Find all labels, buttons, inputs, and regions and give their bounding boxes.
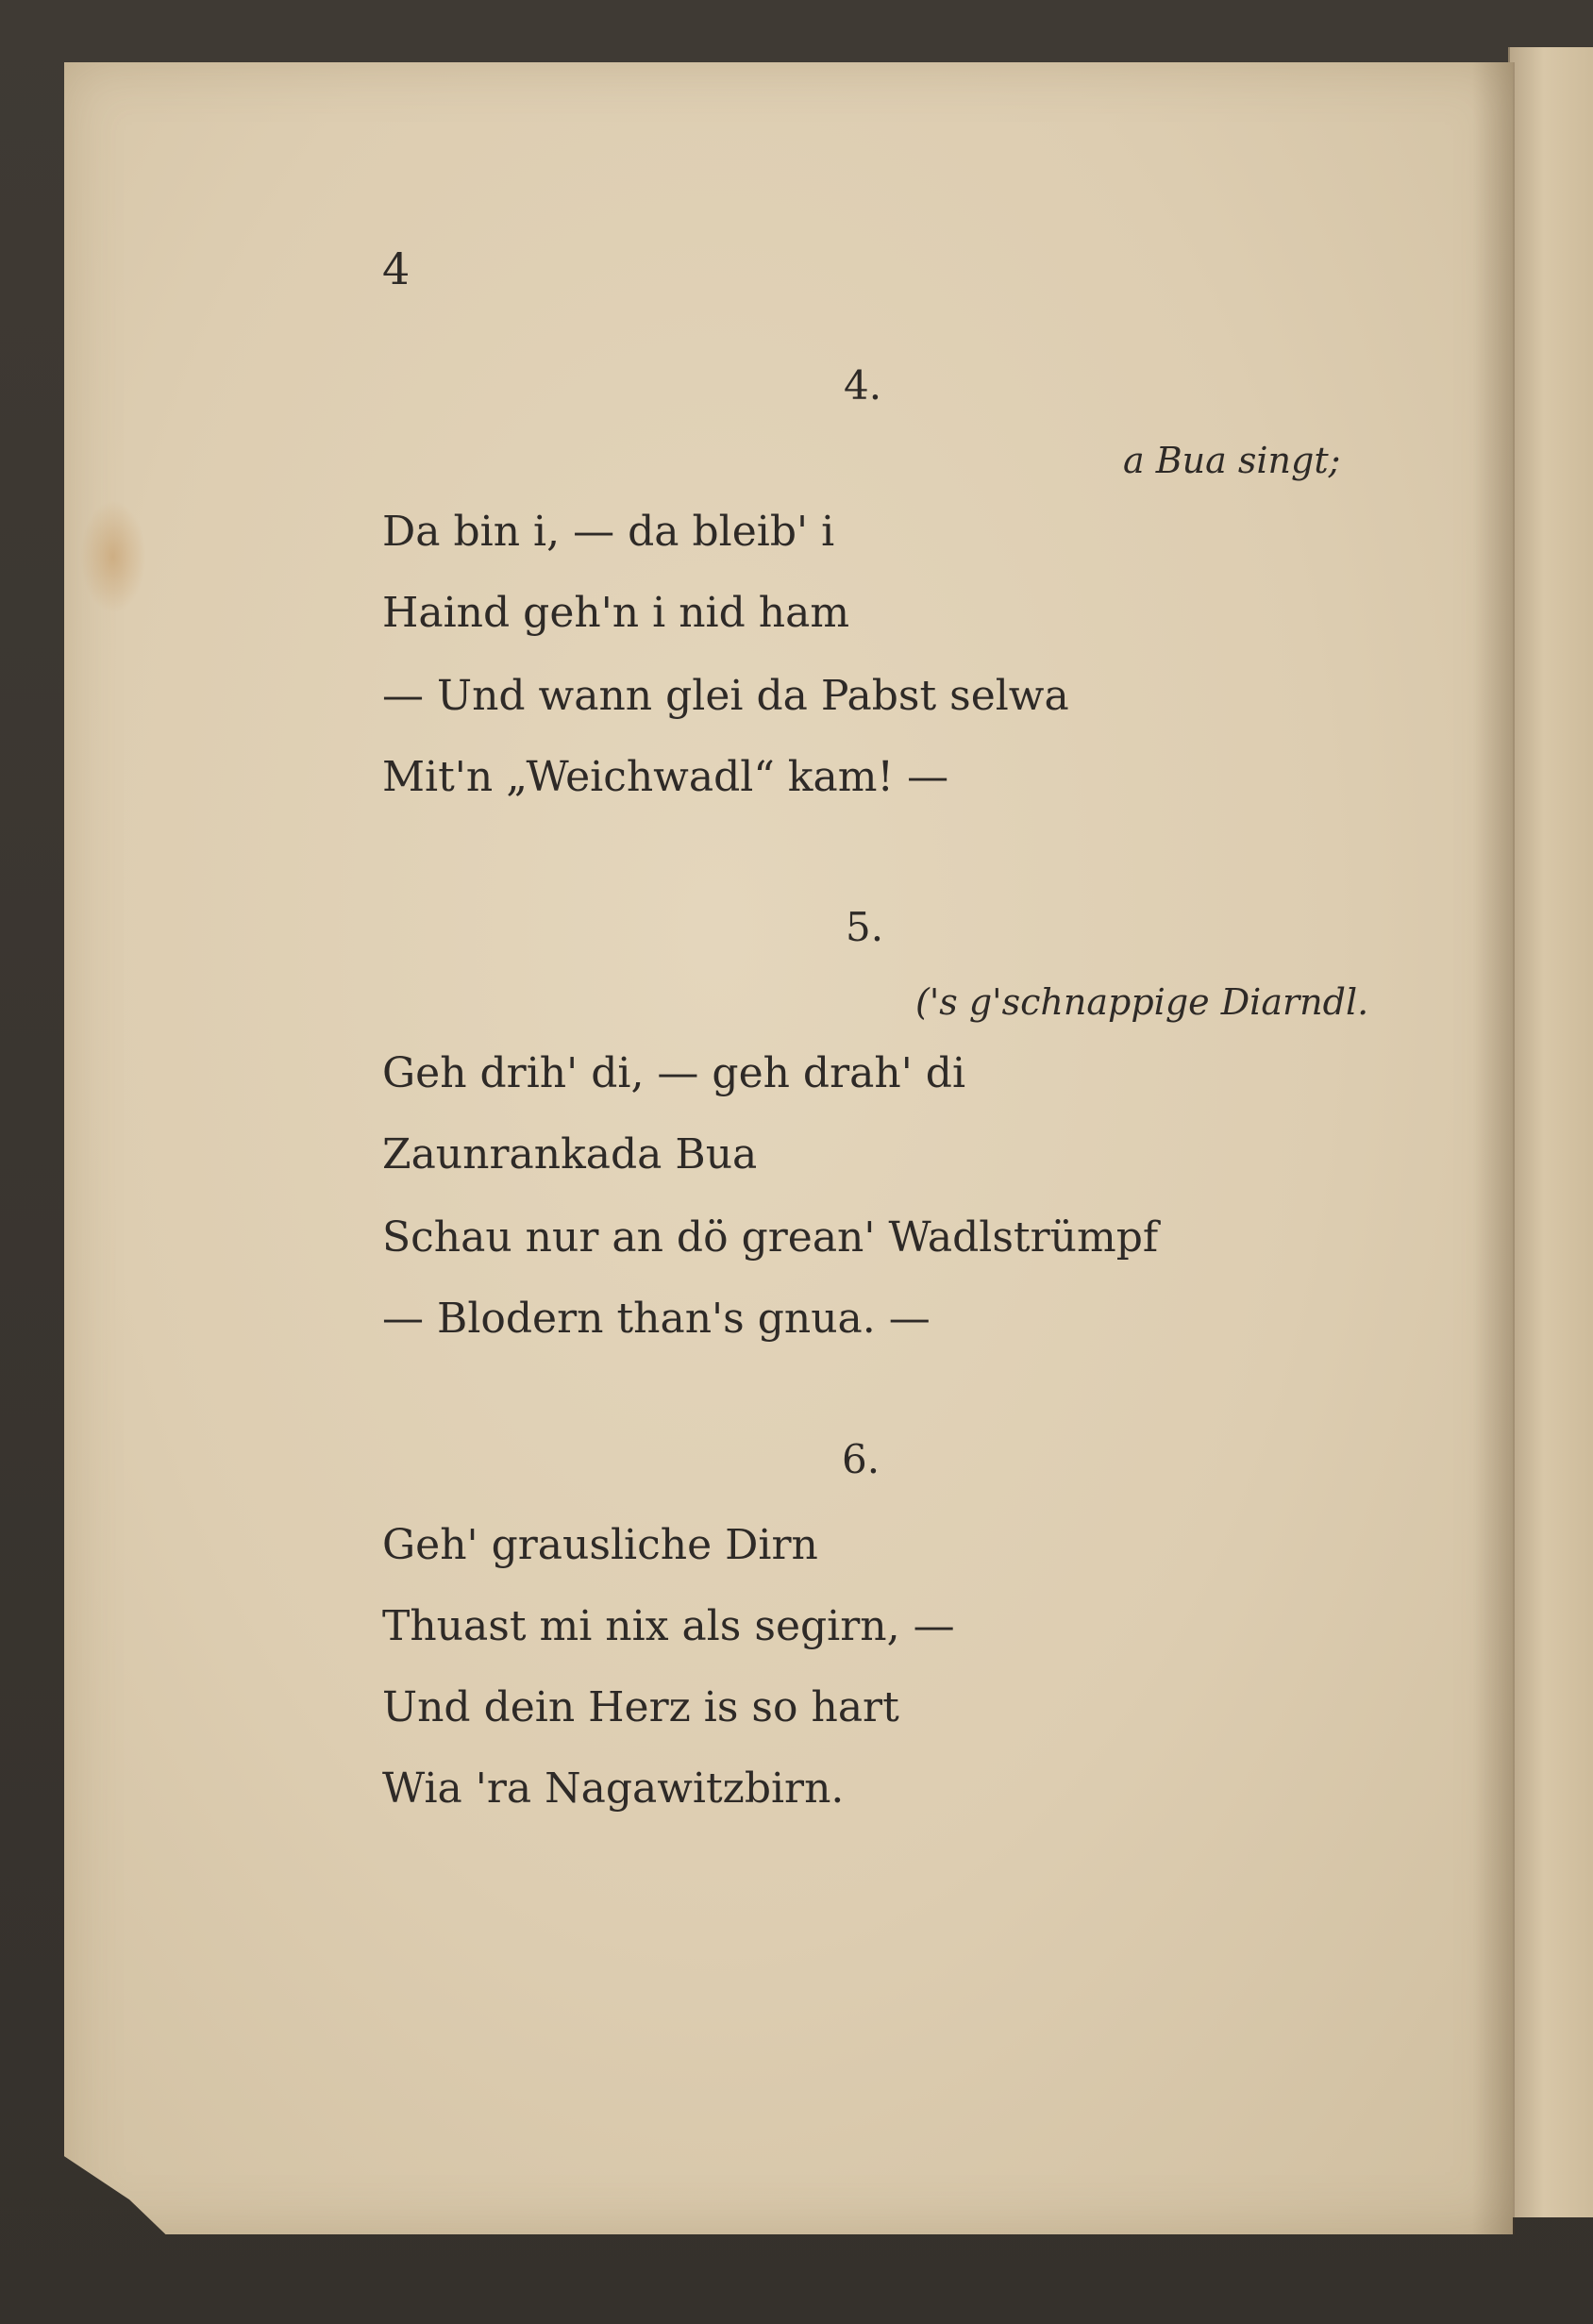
verse-line-4-2: Haind geh'n i nid ham [382, 589, 850, 637]
verse-line-4-4: Mit'n „Weichwadl“ kam! — [382, 753, 949, 801]
page-number: 4 [382, 243, 411, 294]
next-page-edge [1508, 47, 1593, 2217]
paper-stain [80, 500, 146, 613]
section-number-6: 6. [842, 1436, 880, 1482]
verse-line-6-2: Thuast mi nix als segirn, — [382, 1602, 955, 1650]
speaker-line-5: ('s g'schnappige Diarndl. [915, 981, 1369, 1023]
verse-line-4-1: Da bin i, — da bleib' i [382, 508, 835, 556]
speaker-line-4: a Bua singt; [1123, 440, 1341, 481]
verse-line-4-3: — Und wann glei da Pabst selwa [382, 672, 1069, 720]
verse-line-5-3: Schau nur an dö grean' Wadlstrümpf [382, 1213, 1159, 1262]
verse-line-5-4: — Blodern than's gnua. — [382, 1295, 931, 1343]
spine-shadow [1472, 62, 1515, 2234]
section-number-4: 4. [844, 362, 882, 409]
section-number-5: 5. [846, 904, 884, 950]
book-page [64, 62, 1513, 2234]
verse-line-5-2: Zaunrankada Bua [382, 1130, 758, 1179]
verse-line-6-3: Und dein Herz is so hart [382, 1683, 899, 1731]
verse-line-5-1: Geh drih' di, — geh drah' di [382, 1049, 966, 1097]
verse-line-6-1: Geh' grausliche Dirn [382, 1521, 818, 1569]
verse-line-6-4: Wia 'ra Nagawitzbirn. [382, 1764, 845, 1813]
